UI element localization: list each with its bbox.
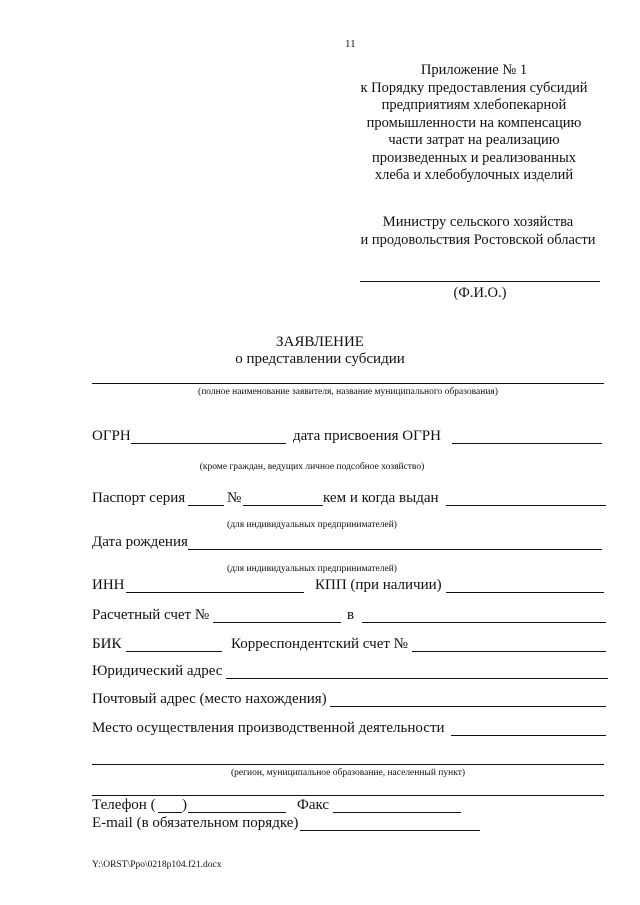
email-input[interactable] bbox=[300, 830, 480, 831]
header-line: хлеба и хлебобулочных изделий bbox=[374, 167, 574, 183]
extra-line[interactable] bbox=[92, 795, 604, 796]
passport-number-input[interactable] bbox=[243, 505, 323, 506]
page-number: 11 bbox=[345, 38, 356, 50]
passport-issued-label: кем и когда выдан bbox=[323, 490, 439, 506]
header-line: предприятиям хлебопекарной bbox=[381, 97, 567, 113]
inn-input[interactable] bbox=[126, 592, 304, 593]
passport-series-input[interactable] bbox=[188, 505, 224, 506]
passport-number-label: № bbox=[227, 490, 242, 506]
ogrn-label: ОГРН bbox=[92, 428, 131, 444]
legal-address-input[interactable] bbox=[226, 678, 608, 679]
phone-code-input[interactable] bbox=[158, 812, 182, 813]
recipient-line-1: Министру сельского хозяйства bbox=[382, 214, 574, 230]
appendix-header bbox=[340, 62, 608, 185]
email-label: E-mail (в обязательном порядке) bbox=[92, 815, 299, 831]
production-place-input-2[interactable] bbox=[92, 764, 604, 765]
kpp-input[interactable] bbox=[446, 592, 604, 593]
fio-label: (Ф.И.О.) bbox=[453, 285, 507, 301]
applicant-name-line[interactable] bbox=[92, 383, 604, 384]
passport-series-label: Паспорт серия bbox=[92, 490, 186, 506]
file-path-footer: Y:\ORST\Ppo\0218p104.f21.docx bbox=[92, 860, 222, 870]
entrepreneurs-note-1: (для индивидуальных предпринимателей) bbox=[227, 520, 397, 530]
account-label: Расчетный счет № bbox=[92, 607, 210, 623]
production-place-label: Место осуществления производственной деятельности bbox=[92, 720, 445, 736]
except-households-note: (кроме граждан, ведущих личное подсобное хозяйство) bbox=[199, 462, 425, 472]
bik-label: БИК bbox=[92, 636, 122, 652]
account-in-label: в bbox=[347, 607, 355, 623]
passport-issued-input[interactable] bbox=[446, 505, 606, 506]
phone-close: ) bbox=[182, 797, 187, 813]
legal-address-label: Юридический адрес bbox=[92, 663, 223, 679]
ogrn-date-input[interactable] bbox=[452, 443, 602, 444]
fax-input[interactable] bbox=[333, 812, 461, 813]
header-line: Приложение № 1 bbox=[420, 62, 528, 78]
bank-name-input[interactable] bbox=[362, 622, 606, 623]
corr-account-input[interactable] bbox=[412, 651, 606, 652]
entrepreneurs-note-2: (для индивидуальных предпринимателей) bbox=[227, 564, 397, 574]
document-subtitle: о представлении субсидии bbox=[235, 351, 405, 367]
header-line: промышленности на компенсацию bbox=[366, 114, 582, 131]
bik-input[interactable] bbox=[126, 651, 222, 652]
postal-address-input[interactable] bbox=[330, 706, 606, 707]
birth-date-input[interactable] bbox=[188, 549, 602, 550]
recipient-line-2: и продовольствия Ростовской области bbox=[360, 232, 596, 248]
header-line: к Порядку предоставления субсидий bbox=[360, 79, 588, 96]
kpp-label: КПП (при наличии) bbox=[315, 577, 442, 593]
inn-label: ИНН bbox=[92, 577, 125, 593]
corr-account-label: Корреспондентский счет № bbox=[231, 636, 408, 652]
ogrn-input[interactable] bbox=[131, 443, 286, 444]
account-input[interactable] bbox=[213, 622, 341, 623]
phone-label: Телефон ( bbox=[92, 797, 156, 813]
recipient-block bbox=[330, 213, 626, 249]
birth-date-label: Дата рождения bbox=[92, 534, 188, 550]
region-note: (регион, муниципальное образование, населенный пункт) bbox=[230, 768, 466, 778]
phone-input[interactable] bbox=[188, 812, 286, 813]
postal-address-label: Почтовый адрес (место нахождения) bbox=[92, 691, 327, 707]
ogrn-date-label: дата присвоения ОГРН bbox=[293, 428, 441, 444]
header-line: произведенных и реализованных bbox=[371, 149, 576, 166]
production-place-input[interactable] bbox=[451, 735, 606, 736]
document-title: ЗАЯВЛЕНИЕ bbox=[276, 334, 364, 350]
header-line: части затрат на реализацию bbox=[388, 132, 560, 148]
applicant-note: (полное наименование заявителя, название муниципального образования) bbox=[198, 387, 498, 397]
fio-input-line[interactable] bbox=[360, 281, 600, 282]
fax-label: Факс bbox=[297, 797, 330, 813]
